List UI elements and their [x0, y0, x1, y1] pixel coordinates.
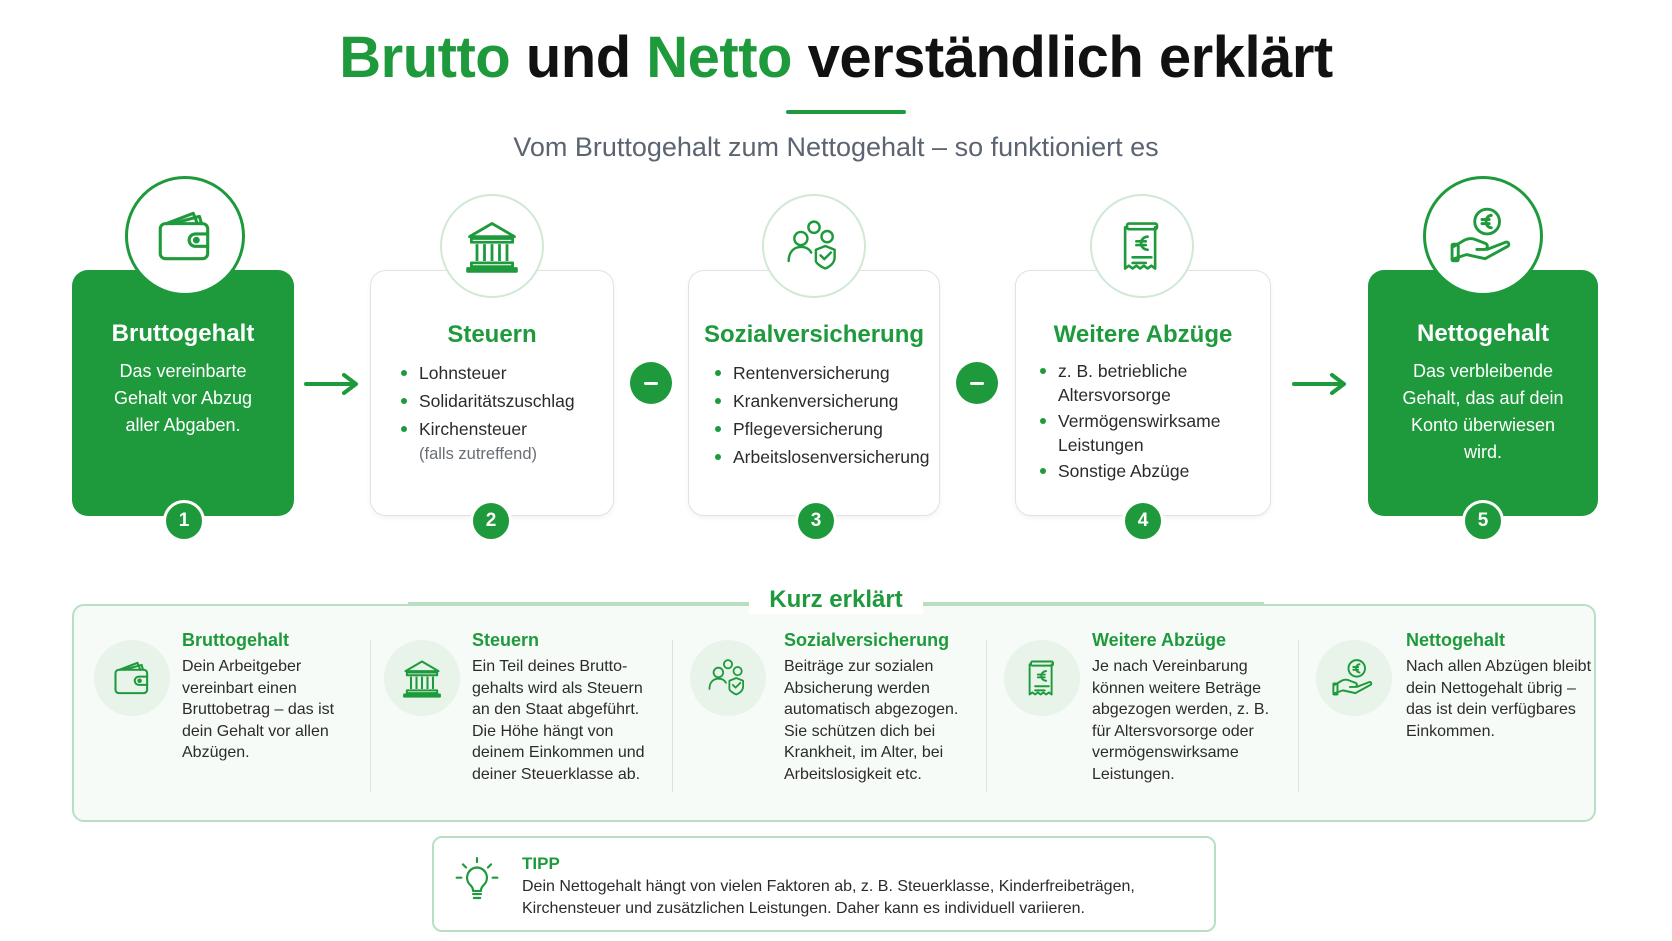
- divider: [672, 640, 673, 792]
- summary-text: Beiträge zur sozialen Absicherung werden automatisch abgezogen. Sie schützen dich bei Krankheit, im Alter, bei Arbeitslosigkeit etc.: [784, 658, 959, 783]
- bank-icon: [462, 216, 522, 276]
- wallet-icon: [110, 656, 154, 700]
- step-number: 2: [470, 500, 512, 542]
- hand-euro-icon: [1450, 203, 1516, 269]
- step-number: 1: [163, 500, 205, 542]
- list-item: z. B. betriebliche Altersvorsorge: [1038, 359, 1248, 407]
- subtitle: Vom Bruttogehalt zum Nettogehalt – so funktioniert es: [513, 132, 1159, 162]
- summary-heading: [0, 586, 1672, 614]
- minus-icon: [956, 362, 998, 404]
- step-title: Sozialversicherung: [703, 321, 925, 348]
- arrow-right-icon: [1292, 372, 1350, 396]
- step-icon-circle: [440, 194, 544, 298]
- step-title: Bruttogehalt: [111, 320, 255, 347]
- step-number: 5: [1462, 500, 1504, 542]
- wallet-icon: [152, 203, 218, 269]
- summary-icon-circle: [384, 640, 460, 716]
- summary-icon-circle: [1316, 640, 1392, 716]
- step-title: Weitere Abzüge: [1053, 321, 1233, 348]
- step-card-steuern: [370, 270, 614, 516]
- step-number: 3: [795, 500, 837, 542]
- divider: [986, 640, 987, 792]
- list-item: Krankenversicherung: [713, 387, 939, 415]
- divider: [370, 640, 371, 792]
- step-description: Das verbleibende Gehalt, das auf dein Konto überwiesen wird.: [1402, 361, 1564, 462]
- title-part-rest: verständlich erklärt: [791, 25, 1333, 90]
- list-item-text: Kirchensteuer: [419, 419, 527, 439]
- step-card-nettogehalt: [1368, 270, 1598, 516]
- step-card-weitere-abzuege: [1015, 270, 1271, 516]
- step-icon-circle: [1423, 176, 1543, 296]
- divider: [1298, 640, 1299, 792]
- summary-icon-circle: [690, 640, 766, 716]
- arrow-right-icon: [304, 372, 362, 396]
- list-item: Rentenversicherung: [713, 359, 939, 387]
- step-icon-circle: [125, 176, 245, 296]
- minus-icon: [630, 362, 672, 404]
- summary-title: Nettogehalt: [1406, 630, 1505, 650]
- summary-text: Je nach Vereinbarung können weitere Beträge abgezogen werden, z. B. für Altersvorsorge oder vermögenswirksame Leistungen.: [1092, 658, 1270, 783]
- people-shield-icon: [784, 216, 844, 276]
- lightbulb-icon: [452, 852, 502, 908]
- step-list: [399, 359, 613, 465]
- list-item: [399, 415, 613, 465]
- step-title: Steuern: [447, 321, 537, 348]
- hand-euro-icon: [1332, 656, 1376, 700]
- step-title: Nettogehalt: [1417, 320, 1549, 347]
- summary-title: Steuern: [472, 630, 540, 650]
- list-item: Lohnsteuer: [399, 359, 613, 387]
- step-description: Das vereinbarte Gehalt vor Abzug aller Abgaben.: [113, 361, 253, 435]
- summary-icon-circle: [94, 640, 170, 716]
- title-part-netto: Netto: [646, 25, 792, 90]
- list-item: Arbeitslosenversicherung: [713, 443, 939, 471]
- people-shield-icon: [706, 656, 750, 700]
- summary-title: Sozialversicherung: [784, 630, 950, 650]
- title-part-und: und: [510, 25, 647, 90]
- list-item: Solidaritätszuschlag: [399, 387, 613, 415]
- step-number: 4: [1122, 500, 1164, 542]
- step-card-sozialversicherung: [688, 270, 940, 516]
- step-icon-circle: [762, 194, 866, 298]
- receipt-euro-icon: [1020, 656, 1064, 700]
- summary-text: Ein Teil deines Brutto-gehalts wird als Steuern an den Staat abgeführt. Die Höhe hängt von deinem Einkommen und deiner Steuerklasse ab.: [472, 658, 645, 783]
- summary-title: Bruttogehalt: [182, 630, 289, 650]
- bank-icon: [400, 656, 444, 700]
- summary-title: Weitere Abzüge: [1092, 630, 1227, 650]
- step-icon-circle: [1090, 194, 1194, 298]
- summary-heading-text: Kurz erklärt: [749, 586, 922, 614]
- list-item: Vermögenswirksame Leistungen: [1038, 409, 1248, 457]
- summary-text: Dein Arbeitgeber vereinbart einen Bruttobetrag – das ist dein Gehalt vor allen Abzügen.: [182, 658, 335, 761]
- list-item: Sonstige Abzüge: [1038, 459, 1248, 483]
- title-part-brutto: Brutto: [339, 25, 511, 90]
- step-card-bruttogehalt: [72, 270, 294, 516]
- summary-icon-circle: [1004, 640, 1080, 716]
- list-item-note: (falls zutreffend): [419, 445, 537, 463]
- step-list: [713, 359, 939, 471]
- summary-text: Nach allen Abzügen bleibt dein Nettogehalt übrig – das ist dein verfügbares Einkommen.: [1406, 658, 1592, 740]
- tip-label: TIPP: [522, 854, 560, 873]
- title-underline: [786, 110, 906, 114]
- receipt-euro-icon: [1112, 216, 1172, 276]
- step-list: [1038, 359, 1248, 483]
- tip-text: Dein Nettogehalt hängt von vielen Faktoren ab, z. B. Steuerklasse, Kinderfreibeträgen, Kirchensteuer und zusätzlichen Leistungen. Daher kann es individuell variieren.: [522, 878, 1135, 917]
- page-title: [0, 24, 1672, 91]
- list-item: Pflegeversicherung: [713, 415, 939, 443]
